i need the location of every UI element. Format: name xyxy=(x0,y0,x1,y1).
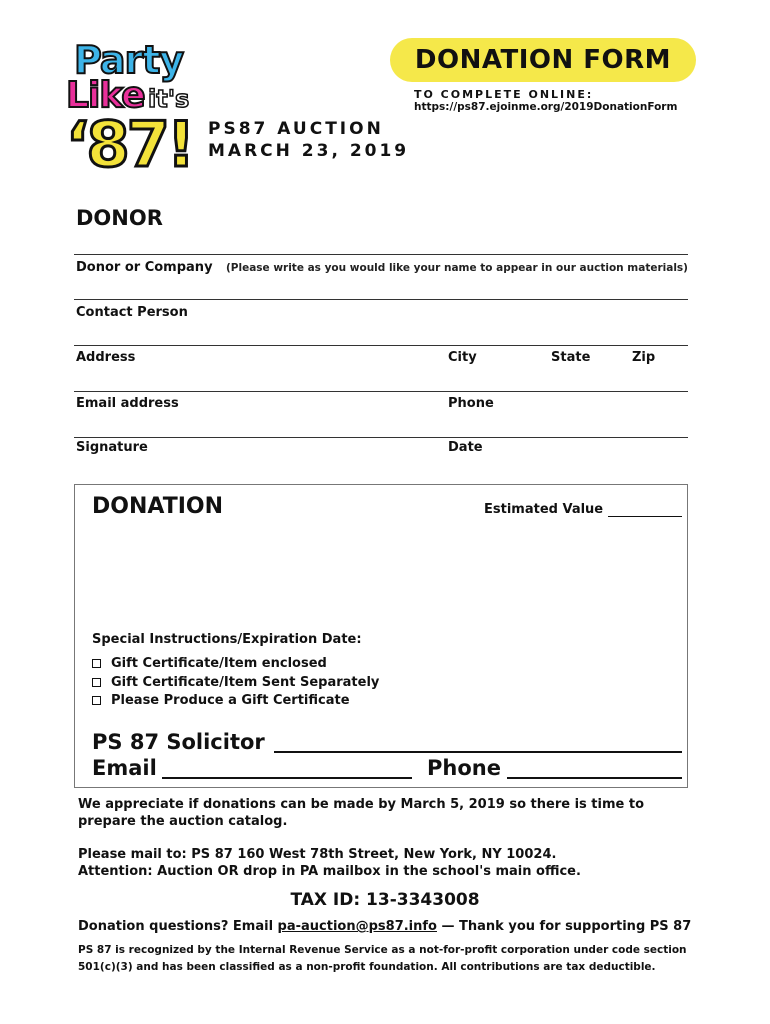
donation-questions xyxy=(78,918,698,935)
donor-heading: DONOR xyxy=(76,206,163,230)
solicitor-field[interactable] xyxy=(274,751,682,753)
irs-note: PS 87 is recognized by the Internal Revenue Service as a not-for-profit corporation under code section 501(c)(3) and has been classified as a non-profit foundation. All contributions are tax deductible. xyxy=(78,944,687,973)
solicitor-email-field[interactable] xyxy=(162,777,412,779)
checkbox-icon[interactable] xyxy=(92,678,101,687)
address-line[interactable] xyxy=(74,345,688,346)
donor-company-line[interactable] xyxy=(74,254,688,255)
state-label: State xyxy=(551,350,591,365)
solicitor-email-label: Email xyxy=(92,756,157,780)
city-label: City xyxy=(448,350,477,365)
donor-company-note: (Please write as you would like your name to appear in our auction materials) xyxy=(226,262,688,274)
donation-heading: DONATION xyxy=(92,494,224,519)
donation-form-title: DONATION FORM xyxy=(390,38,696,82)
estimated-value-label: Estimated Value xyxy=(484,502,604,517)
solicitor-label: PS 87 Solicitor xyxy=(92,730,265,754)
phone-label: Phone xyxy=(448,396,494,411)
event-info xyxy=(208,118,409,162)
mail-address-line: Please mail to: PS 87 160 West 78th Street, New York, NY 10024. xyxy=(78,847,557,862)
signature-line[interactable] xyxy=(74,437,688,438)
email-address-line[interactable] xyxy=(74,391,688,392)
option-label: Gift Certificate/Item enclosed xyxy=(111,656,327,671)
party-like-its-87-logo xyxy=(64,40,194,182)
email-address-label: Email address xyxy=(76,396,179,411)
logo-line-its: it's xyxy=(148,85,190,113)
questions-prefix: Donation questions? Email xyxy=(78,919,278,934)
solicitor-phone-label: Phone xyxy=(427,756,501,780)
tax-id: TAX ID: 13-3343008 xyxy=(290,890,480,910)
contact-person-label: Contact Person xyxy=(76,305,188,320)
appreciation-note: We appreciate if donations can be made by March 5, 2019 so there is time to prepare the auction catalog. xyxy=(78,797,645,829)
option-sent-separately-checkbox[interactable] xyxy=(92,675,379,690)
option-enclosed-checkbox[interactable] xyxy=(92,656,327,671)
date-label: Date xyxy=(448,440,483,455)
address-label: Address xyxy=(76,350,136,365)
auction-email-link[interactable]: pa-auction@ps87.info xyxy=(277,919,437,934)
checkbox-icon[interactable] xyxy=(92,659,101,668)
special-instructions-label: Special Instructions/Expiration Date: xyxy=(92,632,362,647)
option-label: Gift Certificate/Item Sent Separately xyxy=(111,675,380,690)
event-date: MARCH 23, 2019 xyxy=(208,141,410,161)
mail-attention-line: Attention: Auction OR drop in PA mailbox in the school's main office. xyxy=(78,864,581,879)
option-produce-certificate-checkbox[interactable] xyxy=(92,693,350,708)
zip-label: Zip xyxy=(632,350,656,365)
contact-person-line[interactable] xyxy=(74,299,688,300)
logo-line-like: Like xyxy=(66,75,145,116)
questions-suffix: — Thank you for supporting PS 87 xyxy=(436,919,692,934)
online-url-link[interactable]: https://ps87.ejoinme.org/2019DonationForm xyxy=(414,101,678,113)
checkbox-icon[interactable] xyxy=(92,696,101,705)
estimated-value-field[interactable] xyxy=(608,516,682,517)
option-label: Please Produce a Gift Certificate xyxy=(111,693,350,708)
logo-line-87: ‘87! xyxy=(66,108,193,181)
event-name: PS87 AUCTION xyxy=(208,119,384,139)
solicitor-phone-field[interactable] xyxy=(507,777,682,779)
online-label: TO COMPLETE ONLINE: xyxy=(414,88,594,101)
signature-label: Signature xyxy=(76,440,148,455)
logo-line-party: Party xyxy=(74,38,184,82)
donor-company-label: Donor or Company xyxy=(76,260,213,275)
